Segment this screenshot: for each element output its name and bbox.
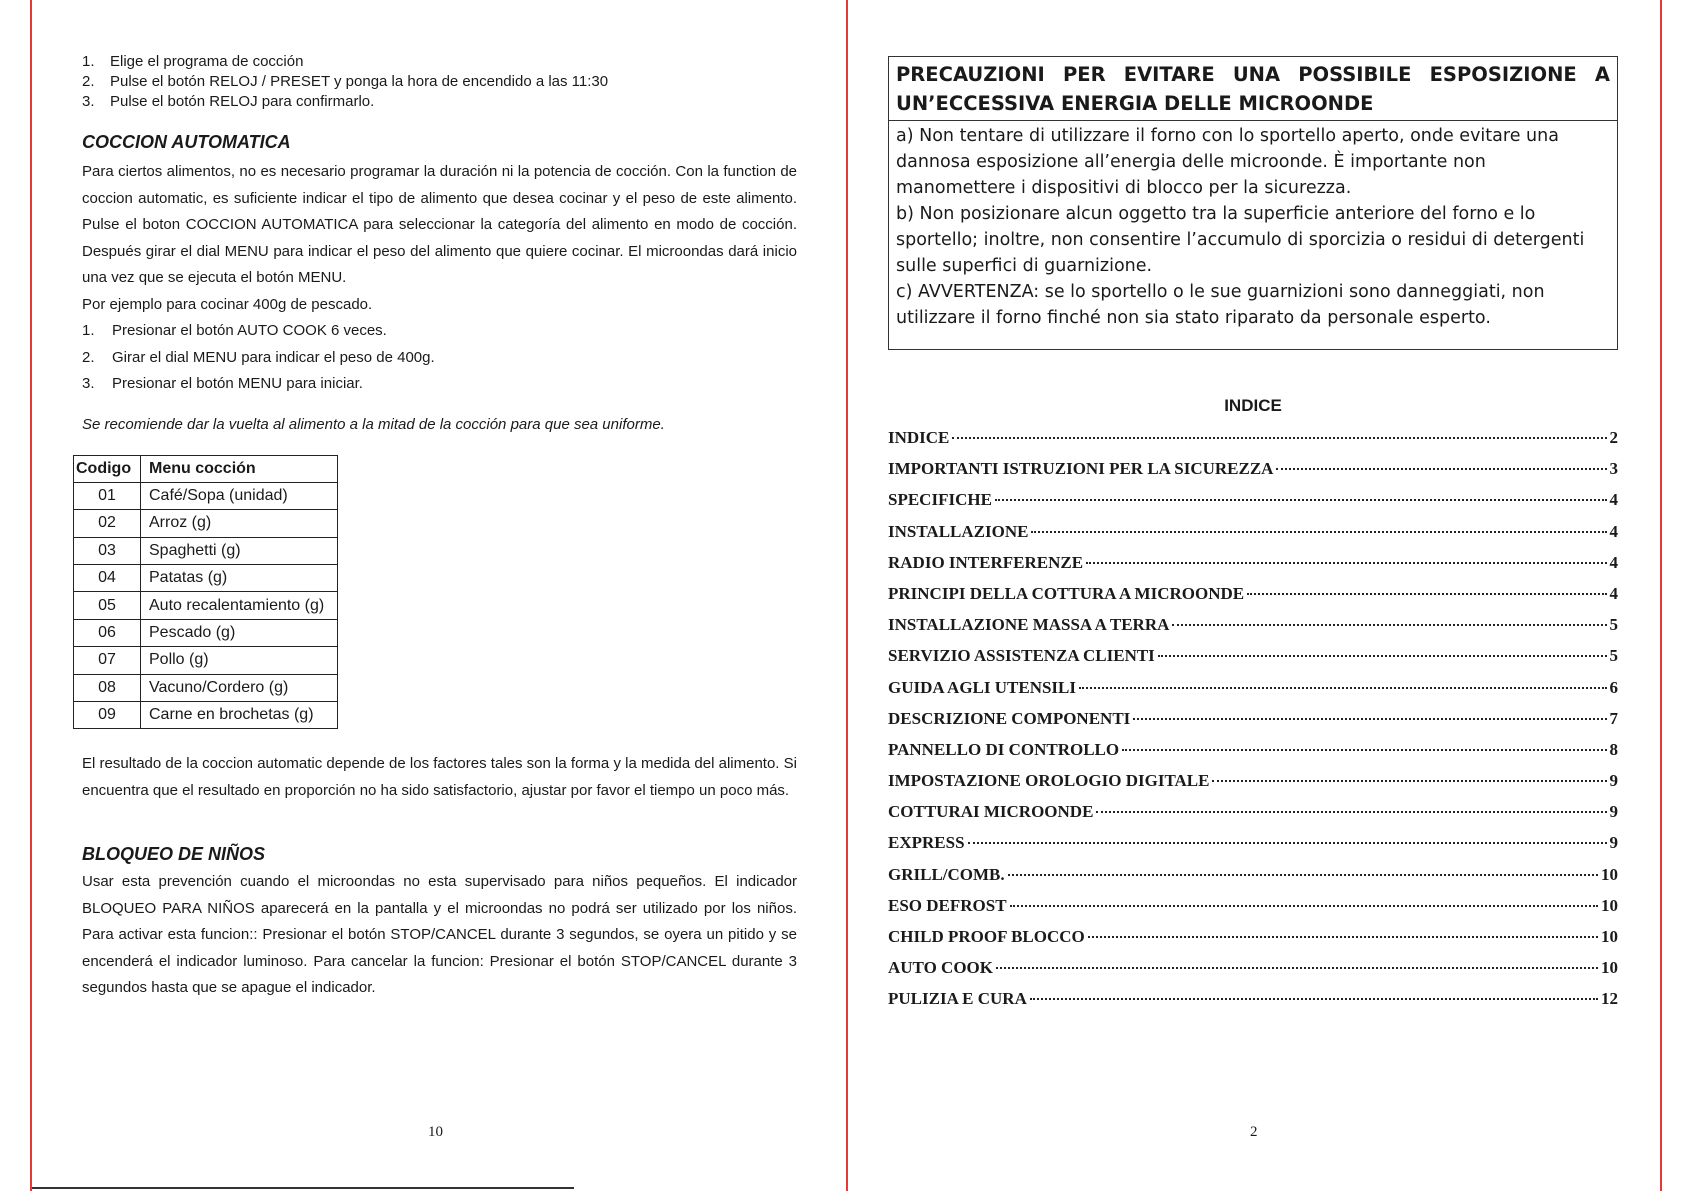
table-row: 09 Carne en brochetas (g)	[74, 702, 338, 729]
list-item: 2. Pulse el botón RELOJ / PRESET y ponga la hora de encendido a las 11:30	[82, 73, 609, 90]
toc-entry[interactable]: IMPOSTAZIONE OROLOGIO DIGITALE 9	[888, 771, 1618, 791]
child-lock-heading: BLOQUEO DE NIÑOS	[82, 844, 266, 865]
dot-leader	[1276, 468, 1606, 470]
turn-food-note: Se recomiende dar la vuelta al alimento a la mitad de la cocción para que sea uniforme.	[82, 415, 665, 433]
dot-leader	[1133, 718, 1606, 720]
intro-steps-list	[82, 52, 797, 112]
dot-leader	[1158, 655, 1607, 657]
dot-leader	[1247, 593, 1606, 595]
precaution-paragraph: c) AVVERTENZA: se lo sportello o le sue guarnizioni sono danneggiati, non utilizzare il forno finché non sia stato riparato da personale esperto.	[896, 282, 1545, 328]
dot-leader	[1212, 780, 1606, 782]
column-header-menu: Menu cocción	[141, 455, 338, 482]
toc-entry[interactable]: SERVIZIO ASSISTENZA CLIENTI 5	[888, 646, 1618, 666]
list-item: 3. Pulse el botón RELOJ para confirmarlo.	[82, 93, 375, 110]
left-page	[76, 52, 797, 1002]
toc-entry[interactable]: INSTALLAZIONE 4	[888, 521, 1618, 541]
toc-entry[interactable]: PULIZIA E CURA 12	[888, 989, 1618, 1009]
precaution-paragraph: a) Non tentare di utilizzare il forno con lo sportello aperto, onde evitare una dannosa esposizione all’energia delle microonde. È importante non manomettere i dispositivi di blocco per la sicurezza.	[896, 126, 1559, 198]
dot-leader	[968, 842, 1607, 844]
dot-leader	[1086, 562, 1606, 564]
cooking-menu-table	[73, 455, 338, 730]
example-text: Por ejemplo para cocinar 400g de pescado.	[82, 295, 373, 313]
toc-entry[interactable]: COTTURAI MICROONDE 9	[888, 802, 1618, 822]
dot-leader	[1088, 936, 1598, 938]
dot-leader	[1079, 687, 1606, 689]
toc-entry[interactable]: IMPORTANTI ISTRUZIONI PER LA SICUREZZA 3	[888, 459, 1618, 479]
table-row: 04 Patatas (g)	[74, 565, 338, 592]
dot-leader	[1031, 531, 1606, 533]
right-page	[888, 56, 1618, 1021]
table-row: 08 Vacuno/Cordero (g)	[74, 674, 338, 701]
dot-leader	[1008, 874, 1598, 876]
table-of-contents	[888, 428, 1618, 1021]
toc-entry[interactable]: PANNELLO DI CONTROLLO 8	[888, 739, 1618, 759]
table-row: 06 Pescado (g)	[74, 619, 338, 646]
precaution-paragraph: b) Non posizionare alcun oggetto tra la superficie anteriore del forno e lo sportello; inoltre, non consentire l’accumulo di sporcizia o residui di detergenti sulle superfici di guarnizione.	[896, 204, 1585, 276]
list-item: 3. Presionar el botón MENU para iniciar.	[82, 375, 363, 392]
table-header-row	[74, 455, 338, 482]
precautions-box	[888, 56, 1618, 350]
dot-leader	[1030, 998, 1598, 1000]
table-row: 03 Spaghetti (g)	[74, 537, 338, 564]
child-lock-description: Usar esta prevención cuando el microondas no esta supervisado para niños pequeños. El indicador BLOQUEO PARA NIÑOS aparecerá en la pantalla y el microondas no podrá ser utilizado por los niños. Para activar esta funcion:: Presionar el botón STOP/CANCEL durante 3 segundos, se oyera un pitido y se encenderá el indicador luminoso. Para cancelar la funcion: Presionar el botón STOP/CANCEL durante 3 segundos hasta que se apague el indicador.	[82, 873, 797, 997]
index-heading: INDICE	[1224, 396, 1282, 415]
auto-cook-result-text: El resultado de la coccion automatic depende de los factores tales son la forma y la medida del alimento. Si encuentra que el resultado en proporción no ha sido satisfactorio, ajustar por favor el tiempo un poco más.	[82, 755, 797, 799]
right-page-border	[1660, 0, 1662, 1191]
toc-entry[interactable]: GUIDA AGLI UTENSILI 6	[888, 677, 1618, 697]
toc-entry[interactable]: ESO DEFROST 10	[888, 895, 1618, 915]
left-page-border	[30, 0, 32, 1191]
bottom-edge-line	[32, 1187, 574, 1189]
precautions-title: PRECAUZIONI PER EVITARE UNA POSSIBILE ESPOSIZIONE A UN’ECCESSIVA ENERGIA DELLE MICROONDE	[889, 57, 1617, 121]
dot-leader	[1096, 811, 1606, 813]
toc-entry[interactable]: EXPRESS 9	[888, 833, 1618, 853]
auto-cook-heading: COCCION AUTOMATICA	[82, 132, 291, 152]
left-page-number: 10	[428, 1124, 443, 1140]
toc-entry[interactable]: SPECIFICHE 4	[888, 490, 1618, 510]
table-row: 07 Pollo (g)	[74, 647, 338, 674]
auto-cook-steps-list	[82, 318, 797, 398]
toc-entry[interactable]: INSTALLAZIONE MASSA A TERRA 5	[888, 615, 1618, 635]
list-item: 2. Girar el dial MENU para indicar el peso de 400g.	[82, 348, 435, 366]
page-fold-line	[846, 0, 848, 1191]
dot-leader	[952, 437, 1606, 439]
auto-cook-description: Para ciertos alimentos, no es necesario programar la duración ni la potencia de cocción. Con la function de coccion automatic, es suficiente indicar el tipo de alimento que desea cocinar y el peso de este alimento. Pulse el boton COCCION AUTOMATICA para seleccionar la categoría del alimento en modo de cocción. Después girar el dial MENU para indicar el peso del alimento que quiere cocinar. El microondas dará inicio una vez que se ejecuta el botón MENU.	[82, 163, 797, 286]
list-item: 1. Elige el programa de cocción	[82, 53, 304, 70]
column-header-code: Codigo	[74, 455, 141, 482]
right-page-number: 2	[1250, 1124, 1258, 1140]
toc-entry[interactable]: DESCRIZIONE COMPONENTI 7	[888, 708, 1618, 728]
table-row: 02 Arroz (g)	[74, 510, 338, 537]
table-row: 05 Auto recalentamiento (g)	[74, 592, 338, 619]
toc-entry[interactable]: INDICE 2	[888, 428, 1618, 447]
toc-entry[interactable]: PRINCIPI DELLA COTTURA A MICROONDE 4	[888, 583, 1618, 603]
dot-leader	[995, 499, 1607, 501]
list-item: 1. Presionar el botón AUTO COOK 6 veces.	[82, 322, 387, 339]
dot-leader	[996, 967, 1598, 969]
dot-leader	[1172, 624, 1606, 626]
toc-entry[interactable]: AUTO COOK 10	[888, 958, 1618, 978]
dot-leader	[1010, 905, 1598, 907]
precautions-body	[889, 121, 1617, 333]
table-row: 01 Café/Sopa (unidad)	[74, 482, 338, 509]
dot-leader	[1122, 749, 1606, 751]
toc-entry[interactable]: GRILL/COMB. 10	[888, 864, 1618, 884]
toc-entry[interactable]: RADIO INTERFERENZE 4	[888, 552, 1618, 572]
toc-entry[interactable]: CHILD PROOF BLOCCO 10	[888, 927, 1618, 946]
